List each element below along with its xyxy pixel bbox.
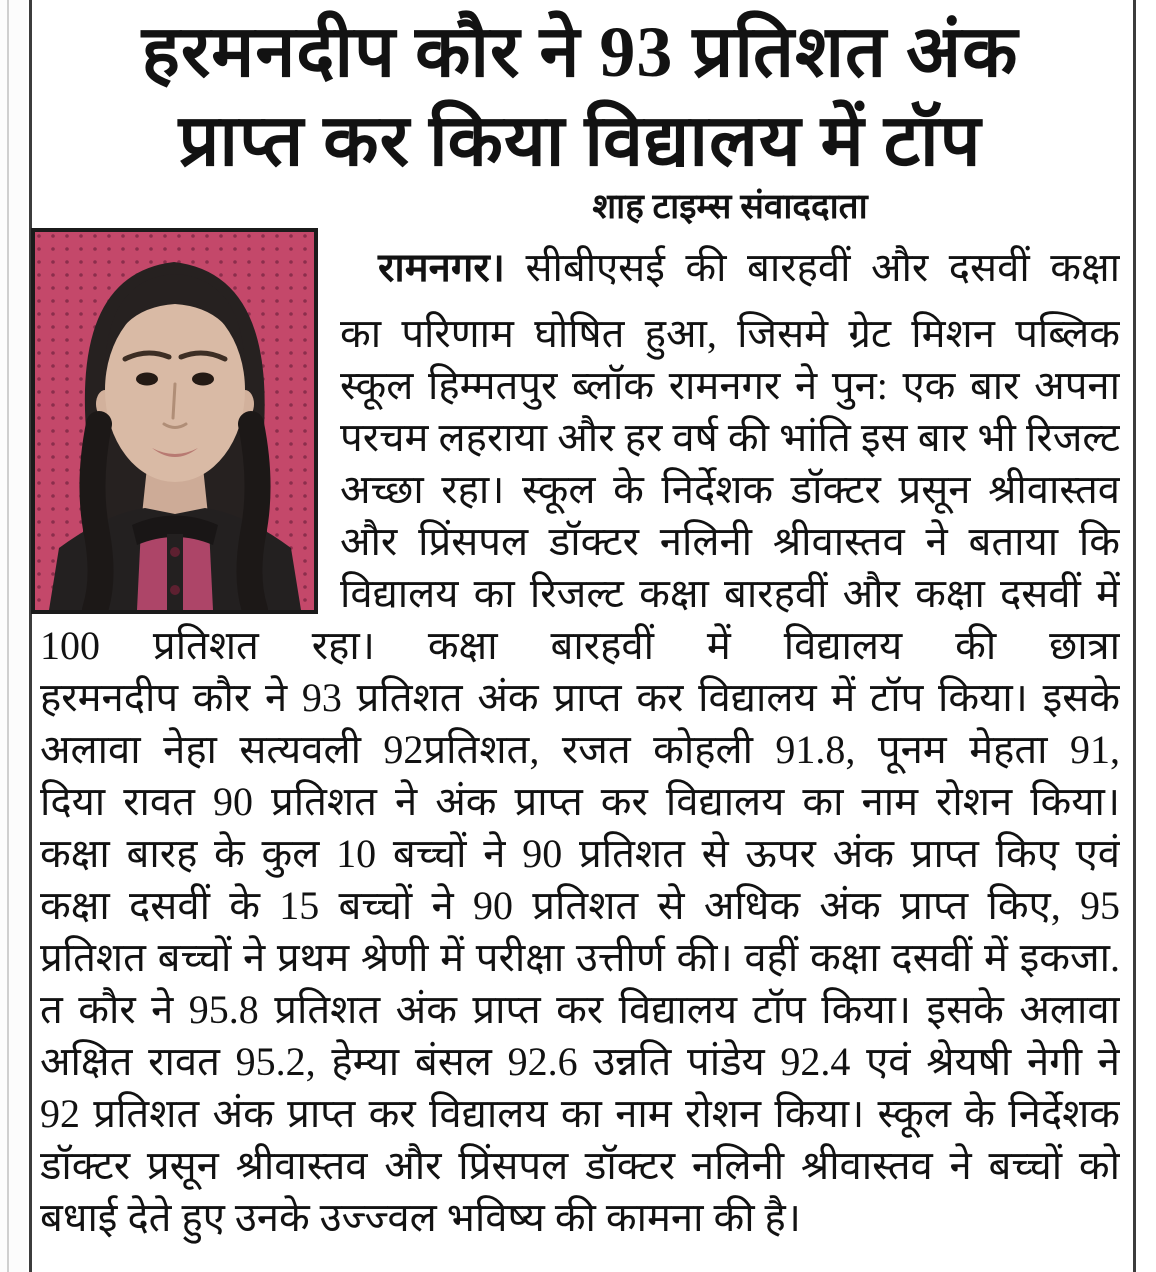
byline: शाह टाइम्स संवाददाता	[592, 187, 868, 226]
body-line: स्कूल हिम्मतपुर ब्लॉक रामनगर ने पुन: एक बार अपना	[340, 363, 1120, 408]
body-line: कक्षा दसवीं के 15 बच्चों ने 90 प्रतिशत से अधिक अंक प्राप्त किए, 95	[40, 883, 1120, 928]
body-line: डॉक्टर प्रसून श्रीवास्तव और प्रिंसपल डॉक्टर नलिनी श्रीवास्तव ने बच्चों को	[40, 1143, 1120, 1188]
student-photo	[31, 228, 318, 614]
left-braid	[92, 424, 100, 610]
button-bottom	[170, 585, 180, 595]
body-line: और प्रिंसपल डॉक्टर नलिनी श्रीवास्तव ने बताया कि	[340, 519, 1120, 564]
button-top	[170, 547, 180, 557]
body-line: अलावा नेहा सत्यवली 92प्रतिशत, रजत कोहली 91.8, पूनम मेहता 91,	[40, 727, 1120, 772]
body-line: का परिणाम घोषित हुआ, जिसमे ग्रेट मिशन पब्लिक	[340, 311, 1120, 356]
headline-line-1: हरमनदीप कौर ने 93 प्रतिशत अंक	[141, 12, 1019, 92]
body-line: त कौर ने 95.8 प्रतिशत अंक प्राप्त कर विद्यालय टॉप किया। इसके अलावा	[40, 987, 1120, 1032]
clipping-border-left	[29, 0, 32, 1272]
body-line-text: सीबीएसई की बारहवीं और दसवीं कक्षा	[525, 245, 1120, 290]
left-eye	[136, 373, 158, 386]
clipping-content	[40, 0, 1120, 1244]
body-line: दिया रावत 90 प्रतिशत ने अंक प्राप्त कर विद्यालय का नाम रोशन किया।	[40, 779, 1120, 824]
student-photo-illustration	[35, 232, 314, 610]
body-line-dateline	[340, 228, 1120, 308]
headline	[40, 8, 1120, 186]
body-line: परचम लहराया और हर वर्ष की भांति इस बार भी रिजल्ट	[340, 415, 1120, 460]
body-line: हरमनदीप कौर ने 93 प्रतिशत अंक प्राप्त कर विद्यालय में टॉप किया। इसके	[40, 675, 1120, 720]
right-braid	[249, 424, 257, 610]
dateline: रामनगर।	[378, 245, 505, 290]
body-line: 100 प्रतिशत रहा। कक्षा बारहवीं में विद्यालय की छात्रा	[40, 623, 1120, 668]
body-line: प्रतिशत बच्चों ने प्रथम श्रेणी में परीक्षा उत्तीर्ण की। वहीं कक्षा दसवीं में इकजा.	[40, 935, 1120, 980]
scan-edge-strip	[0, 0, 27, 1272]
body-line: बधाई देते हुए उनके उज्ज्वल भविष्य की कामना की है।	[40, 1195, 801, 1240]
body-line: 92 प्रतिशत अंक प्राप्त कर विद्यालय का नाम रोशन किया। स्कूल के निर्देशक	[40, 1091, 1120, 1136]
clipping-border-right	[1133, 0, 1136, 1272]
placket	[167, 534, 183, 610]
body-line: विद्यालय का रिजल्ट कक्षा बारहवीं और कक्षा दसवीं में	[340, 571, 1120, 616]
scan-edge-line	[7, 0, 9, 1272]
headline-line-2: प्राप्त कर किया विद्यालय में टॉप	[178, 101, 982, 181]
article-body	[40, 228, 1120, 1244]
body-line: कक्षा बारह के कुल 10 बच्चों ने 90 प्रतिशत से ऊपर अंक प्राप्त किए एवं	[40, 831, 1120, 876]
right-eye	[192, 373, 214, 386]
body-line: अच्छा रहा। स्कूल के निर्देशक डॉक्टर प्रसून श्रीवास्तव	[340, 467, 1120, 512]
body-line: अक्षित रावत 95.2, हेम्या बंसल 92.6 उन्नति पांडेय 92.4 एवं श्रेयषी नेगी ने	[40, 1039, 1120, 1084]
